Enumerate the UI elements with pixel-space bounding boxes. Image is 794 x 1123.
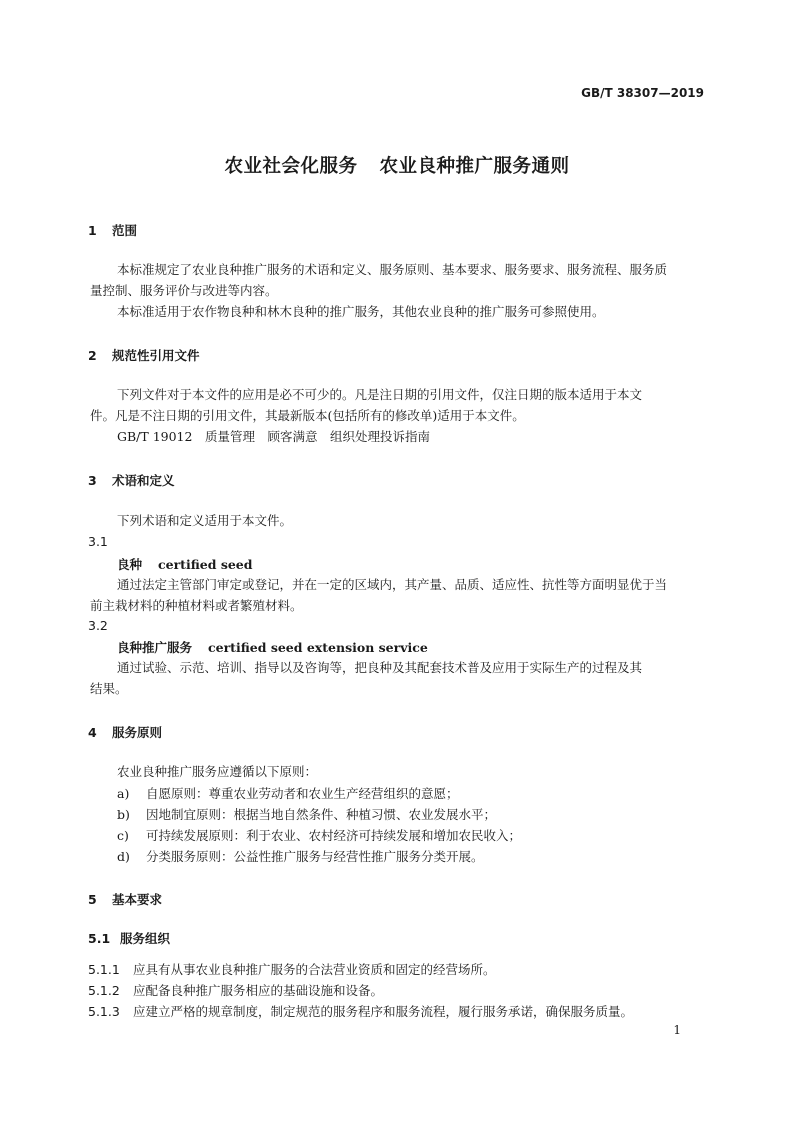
list-item <box>117 784 459 802</box>
section-1-paragraph-2 <box>90 301 704 322</box>
list-text: 因地制宜原则：根据当地自然条件、种植习惯、农业发展水平； <box>146 807 497 822</box>
section-4-heading <box>88 723 162 741</box>
term-number: 3.2 <box>88 618 108 633</box>
section-number: 4 <box>88 725 97 740</box>
list-marker: b) <box>117 807 130 822</box>
section-title: 规范性引用文件 <box>112 348 200 363</box>
clause-text: 应建立严格的规章制度，制定规范的服务程序和服务流程，履行服务承诺，确保服务质量。 <box>133 1004 634 1019</box>
term-zh: 良种推广服务 <box>117 640 193 655</box>
document-title <box>0 152 794 178</box>
paragraph-line: 量控制、服务评价与改进等内容。 <box>90 283 278 298</box>
term-definition <box>90 657 704 699</box>
normative-reference <box>90 426 704 447</box>
subsection-title: 服务组织 <box>120 931 171 946</box>
paragraph-line: 本标准适用于农作物良种和林木良种的推广服务，其他农业良种的推广服务可参照使用。 <box>117 304 605 319</box>
clause-number: 5.1.3 <box>88 1004 120 1019</box>
list-marker: a) <box>117 786 130 801</box>
reference-line: GB/T 19012 质量管理 顾客满意 组织处理投诉指南 <box>117 429 430 444</box>
term-en: certified seed <box>158 557 253 572</box>
paragraph-line: 前主栽材料的种植材料或者繁殖材料。 <box>90 598 303 613</box>
paragraph-line: 通过试验、示范、培训、指导以及咨询等，把良种及其配套技术普及应用于实际生产的过程及其 <box>117 660 643 675</box>
section-4-intro <box>90 761 704 782</box>
clause-text: 应配备良种推广服务相应的基础设施和设备。 <box>133 983 384 998</box>
section-2-heading <box>88 346 200 364</box>
term-definition <box>90 574 704 616</box>
list-marker: d) <box>117 849 130 864</box>
section-title: 服务原则 <box>112 725 163 740</box>
section-2-paragraph-1 <box>90 384 704 426</box>
list-text: 分类服务原则：公益性推广服务与经营性推广服务分类开展。 <box>146 849 484 864</box>
clause-text: 应具有从事农业良种推广服务的合法营业资质和固定的经营场所。 <box>133 962 496 977</box>
section-3-intro <box>90 510 704 531</box>
clause <box>88 960 496 978</box>
section-title: 基本要求 <box>112 892 163 907</box>
section-5-heading <box>88 890 162 908</box>
subsection-number: 5.1 <box>88 931 111 946</box>
paragraph-line: 农业良种推广服务应遵循以下原则： <box>117 764 318 779</box>
standard-number: GB/T 38307—2019 <box>581 86 704 100</box>
list-item <box>117 847 484 865</box>
paragraph-line: 结果。 <box>90 681 128 696</box>
section-1-paragraph-1 <box>90 259 704 301</box>
paragraph-line: 下列文件对于本文件的应用是必不可少的。凡是注日期的引用文件，仅注日期的版本适用于本文 <box>117 387 643 402</box>
list-marker: c) <box>117 828 129 843</box>
term-en: certified seed extension service <box>208 640 428 655</box>
section-3-heading <box>88 471 175 489</box>
clause <box>88 1002 633 1020</box>
section-number: 5 <box>88 892 97 907</box>
list-item <box>117 826 521 844</box>
section-1-heading <box>88 221 137 239</box>
section-title: 术语和定义 <box>112 473 175 488</box>
term-number: 3.1 <box>88 534 108 549</box>
term-name <box>117 638 428 656</box>
section-title: 范围 <box>112 223 138 238</box>
list-text: 自愿原则：尊重农业劳动者和农业生产经营组织的意愿； <box>146 786 459 801</box>
page-number: 1 <box>673 1023 681 1037</box>
paragraph-line: 本标准规定了农业良种推广服务的术语和定义、服务原则、基本要求、服务要求、服务流程、服务质 <box>117 262 668 277</box>
subsection-heading <box>88 929 170 947</box>
section-number: 2 <box>88 348 97 363</box>
list-text: 可持续发展原则：利于农业、农村经济可持续发展和增加农民收入； <box>146 828 522 843</box>
title-part2: 农业良种推广服务通则 <box>379 156 570 177</box>
term-name <box>117 555 253 573</box>
term-zh: 良种 <box>117 557 143 572</box>
section-number: 3 <box>88 473 97 488</box>
list-item <box>117 805 496 823</box>
paragraph-line: 件。凡是不注日期的引用文件，其最新版本(包括所有的修改单)适用于本文件。 <box>90 408 525 423</box>
paragraph-line: 通过法定主管部门审定或登记，并在一定的区域内，其产量、品质、适应性、抗性等方面明显优于当 <box>117 577 668 592</box>
clause-number: 5.1.1 <box>88 962 120 977</box>
paragraph-line: 下列术语和定义适用于本文件。 <box>117 513 293 528</box>
title-part1: 农业社会化服务 <box>224 156 358 177</box>
section-number: 1 <box>88 223 97 238</box>
clause <box>88 981 383 999</box>
clause-number: 5.1.2 <box>88 983 120 998</box>
